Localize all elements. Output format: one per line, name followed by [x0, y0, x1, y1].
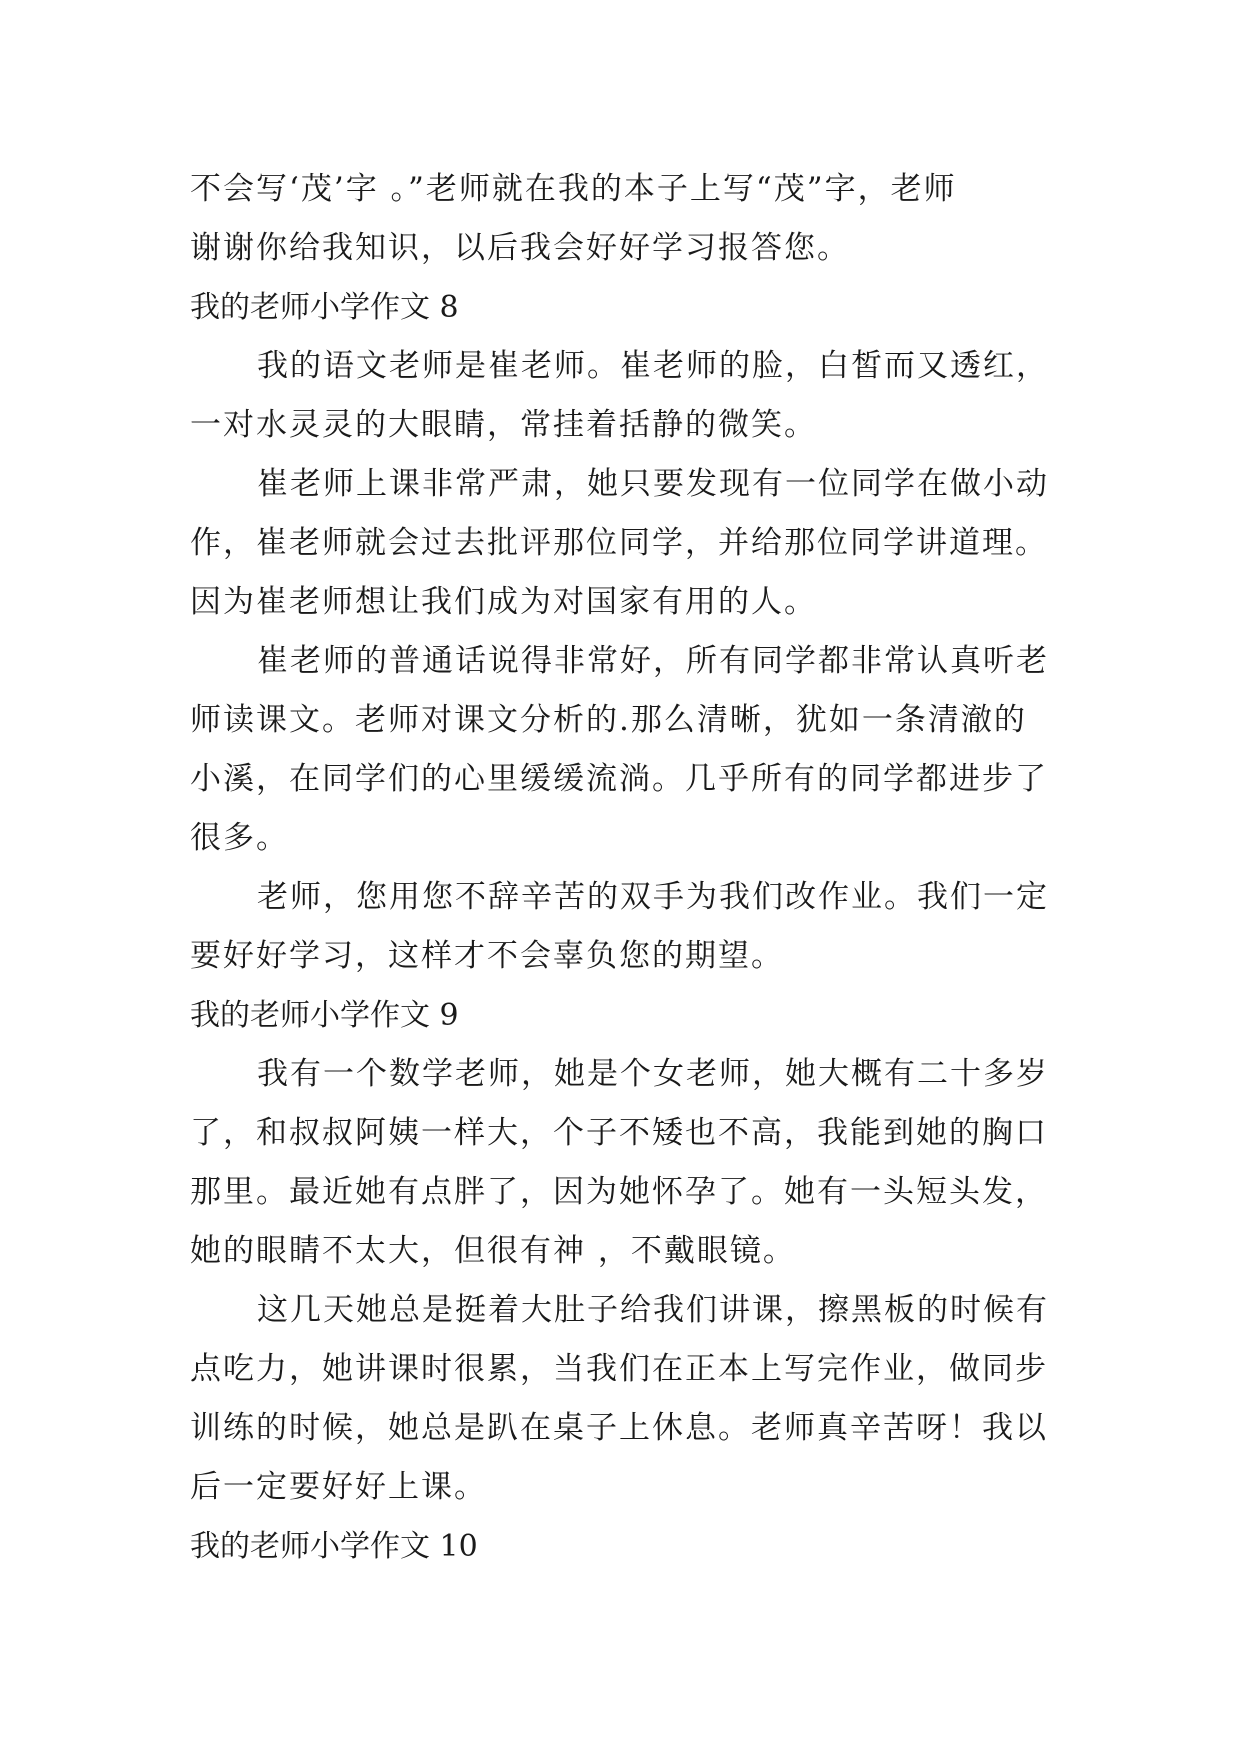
paragraph [190, 337, 1055, 455]
paragraph-line: 谢谢你给我知识，以后我会好好学习报答您。 [190, 230, 850, 266]
paragraph-line: 训练的时候，她总是趴在桌子上休息。老师真辛苦呀！我以 [190, 1410, 1048, 1446]
paragraph-line: 后一定要好好上课。 [190, 1469, 487, 1505]
paragraph [190, 632, 1055, 868]
paragraph-line: 要好好学习，这样才不会辜负您的期望。 [190, 938, 784, 974]
paragraph-line: 我的语文老师是崔老师。崔老师的脸，白皙而又透红， [257, 348, 1049, 384]
heading-text: 我的老师小学作文 9 [190, 998, 459, 1033]
paragraph [190, 455, 1055, 632]
paragraph [190, 1045, 1055, 1281]
document-body [190, 160, 1055, 1576]
paragraph-line: 她的眼睛不太大，但很有神 ，不戴眼镜。 [190, 1233, 796, 1269]
paragraph-line: 这几天她总是挺着大肚子给我们讲课，擦黑板的时候有 [257, 1292, 1049, 1328]
section-heading [190, 986, 1055, 1045]
paragraph [190, 1281, 1055, 1517]
paragraph-line: 那里。最近她有点胖了，因为她怀孕了。她有一头短头发， [190, 1174, 1048, 1210]
paragraph-line: 崔老师上课非常严肃，她只要发现有一位同学在做小动 [257, 466, 1049, 502]
paragraph [190, 868, 1055, 986]
paragraph-line: 作，崔老师就会过去批评那位同学，并给那位同学讲道理。 [190, 525, 1048, 561]
paragraph-line: 不会写‘茂’字 。”老师就在我的本子上写“茂”字，老师 [190, 171, 957, 207]
paragraph-line: 很多。 [190, 820, 289, 856]
paragraph-line: 了，和叔叔阿姨一样大，个子不矮也不高，我能到她的胸口 [190, 1115, 1048, 1151]
paragraph-line: 师读课文。老师对课文分析的.那么清晰，犹如一条清澈的 [190, 702, 1027, 738]
paragraph-line: 一对水灵灵的大眼睛，常挂着括静的微笑。 [190, 407, 817, 443]
paragraph-line: 因为崔老师想让我们成为对国家有用的人。 [190, 584, 817, 620]
paragraph-line: 点吃力，她讲课时很累，当我们在正本上写完作业，做同步 [190, 1351, 1048, 1387]
heading-text: 我的老师小学作文 10 [190, 1529, 478, 1564]
paragraph-line: 崔老师的普通话说得非常好，所有同学都非常认真听老 [257, 643, 1049, 679]
paragraph-line: 小溪，在同学们的心里缓缓流淌。几乎所有的同学都进步了 [190, 761, 1048, 797]
section-heading [190, 1517, 1055, 1576]
paragraph [190, 160, 1055, 278]
paragraph-line: 老师，您用您不辞辛苦的双手为我们改作业。我们一定 [257, 879, 1049, 915]
section-heading [190, 278, 1055, 337]
paragraph-line: 我有一个数学老师，她是个女老师，她大概有二十多岁 [257, 1056, 1049, 1092]
heading-text: 我的老师小学作文 8 [190, 290, 459, 325]
